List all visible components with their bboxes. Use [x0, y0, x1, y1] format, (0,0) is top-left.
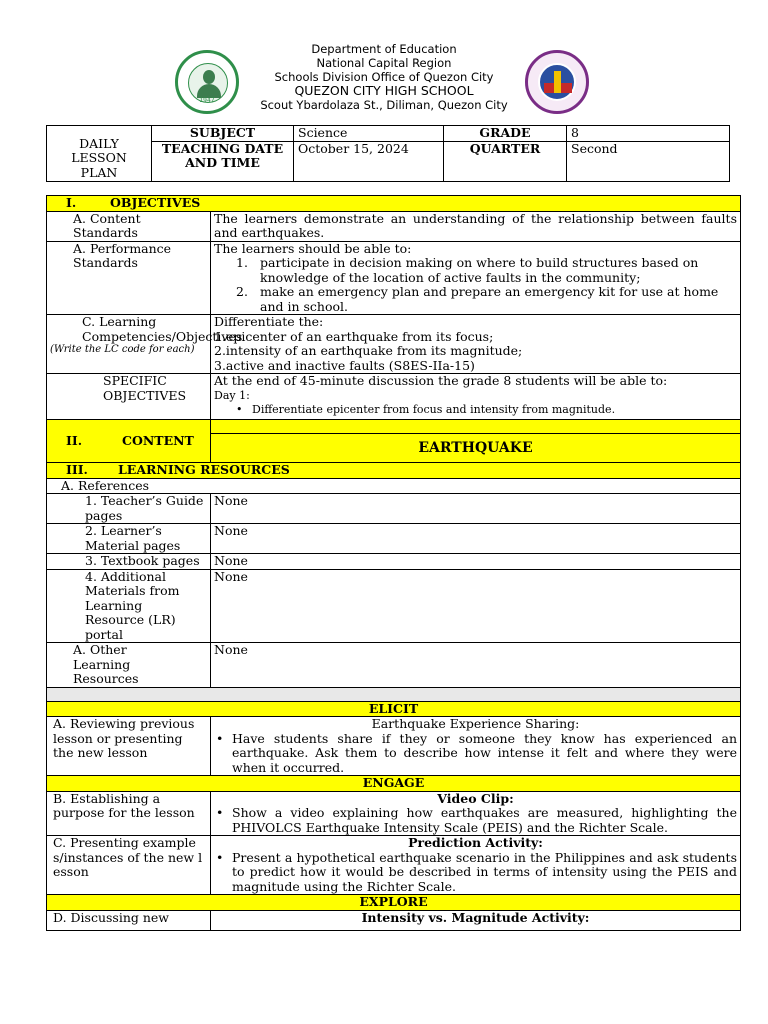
- learning-resources-heading: [47, 463, 741, 479]
- presenting-examples-cell: [211, 836, 741, 895]
- discussing-new-label: D. Discussing new: [47, 910, 211, 930]
- lesson-plan-table: [46, 195, 741, 931]
- content-heading: [47, 420, 211, 463]
- lc-intro: Differentiate the:: [214, 314, 324, 329]
- specific-item: • Differentiate epicenter from focus and intensity from magnitude.: [236, 403, 616, 416]
- objectives-title: OBJECTIVES: [110, 195, 201, 210]
- school-address: Scout Ybardolaza St., Diliman, Quezon City: [260, 98, 508, 112]
- references-label: A. References: [47, 478, 741, 494]
- reviewing-label: A. Reviewing previous lesson or presenting the new lesson: [47, 717, 211, 776]
- specific-intro: At the end of 45-minute discussion the grade 8 students will be able to:: [214, 373, 668, 388]
- elicit-heading: ELICIT: [47, 701, 741, 717]
- establishing-purpose-label: B. Establishing a purpose for the lesson: [47, 791, 211, 836]
- header-line-2: National Capital Region: [316, 56, 452, 70]
- bullet-icon: •: [216, 849, 224, 865]
- content-standards-label: A. Content Standards: [47, 211, 211, 241]
- lc-item-1: 1.epicenter of an earthquake from its focus;: [214, 328, 494, 344]
- learning-competencies-note: (Write the LC code for each): [50, 344, 195, 355]
- specific-objectives-cell: [211, 374, 741, 420]
- document-header: [0, 42, 768, 112]
- performance-item-2-text: make an emergency plan and prepare an emergency kit for use at home and in school.: [260, 284, 719, 314]
- resources-num: III.: [66, 462, 88, 477]
- header-line-3: Schools Division Office of Quezon City: [274, 70, 494, 84]
- other-resources-value: None: [211, 643, 741, 688]
- performance-item-1-text: participate in decision making on where to build structures based on knowledge of the location of active faults in the community;: [260, 255, 699, 285]
- reviewing-item: • Have students share if they or someone they know has experienced an earthquake. Ask them to describe how intense it felt and where they were when it occurred.: [216, 730, 737, 775]
- bullet-icon: •: [216, 730, 224, 746]
- quarter-label: QUARTER: [444, 141, 567, 181]
- objectives-heading: [47, 196, 741, 212]
- lc-item-2: 2.intensity of an earthquake from its magnitude;: [214, 343, 523, 358]
- content-standards-text: The learners demonstrate an understanding of the relationship between faults and earthquakes.: [211, 211, 741, 241]
- subject-value: Science: [294, 126, 444, 142]
- performance-standards-cell: [211, 241, 741, 315]
- presenting-examples-label: C. Presenting examples/instances of the new lesson: [47, 836, 211, 895]
- engage-heading: ENGAGE: [47, 776, 741, 792]
- spacer-row: [47, 687, 741, 701]
- content-title: CONTENT: [122, 432, 194, 448]
- bullet-icon: •: [216, 805, 224, 820]
- teaching-date-label: TEACHING DATE AND TIME: [152, 141, 294, 181]
- prediction-activity-title: Prediction Activity:: [408, 835, 543, 850]
- school-name: QUEZON CITY HIGH SCHOOL: [294, 83, 474, 98]
- lesson-info-table: [46, 125, 730, 182]
- performance-item-1: 1. participate in decision making on where to build structures based on knowledge of the location of active faults in the community;: [214, 256, 737, 285]
- lc-item-3: 3.active and inactive faults (S8ES-IIa-15): [214, 357, 475, 373]
- seal-year: 1947: [199, 97, 215, 104]
- learning-competencies-label: C. Learning Competencies/Objectives: [82, 314, 243, 344]
- video-clip-title: Video Clip:: [437, 790, 514, 806]
- learning-competencies-text: [211, 315, 741, 374]
- teachers-guide-value: None: [211, 494, 741, 524]
- performance-intro: The learners should be able to:: [214, 240, 412, 256]
- establishing-purpose-cell: [211, 791, 741, 836]
- reviewing-title: Earthquake Experience Sharing:: [371, 716, 580, 731]
- learning-competencies-cell: [47, 314, 243, 374]
- prediction-activity-item: • Present a hypothetical earthquake scenario in the Philippines and ask students to predict how it would be described in terms of intensity using the PEIS and magnitude using the Richter Scale.: [216, 849, 737, 894]
- teachers-guide-label: 1. Teacher’s Guide pages: [47, 494, 211, 524]
- additional-materials-value: None: [211, 569, 741, 643]
- subject-label: SUBJECT: [152, 126, 294, 142]
- specific-objectives-label: SPECIFIC OBJECTIVES: [47, 374, 211, 420]
- intensity-magnitude-title: Intensity vs. Magnitude Activity:: [211, 910, 741, 930]
- textbook-pages-value: None: [211, 554, 741, 570]
- performance-standards-label: A. Performance Standards: [47, 241, 211, 315]
- performance-item-2: 2. make an emergency plan and prepare an emergency kit for use at home and in school.: [214, 285, 737, 314]
- other-resources-label: A. Other Learning Resources: [47, 643, 211, 688]
- bullet-icon: •: [236, 403, 243, 416]
- video-clip-item: • Show a video explaining how earthquakes are measured, highlighting the PHIVOLCS Earthquake Intensity Scale (PEIS) and the Richter Scale.: [216, 805, 737, 835]
- header-line-1: Department of Education: [311, 42, 457, 56]
- grade-value: 8: [567, 126, 730, 142]
- content-value: EARTHQUAKE: [211, 434, 741, 463]
- teaching-date-value: October 15, 2024: [294, 141, 444, 181]
- learners-material-value: None: [211, 524, 741, 554]
- additional-materials-label: 4. Additional Materials from Learning Resource (LR) portal: [47, 569, 211, 643]
- resources-title: LEARNING RESOURCES: [118, 462, 290, 477]
- quarter-value: Second: [567, 141, 730, 181]
- explore-heading: EXPLORE: [47, 895, 741, 911]
- grade-label: GRADE: [444, 126, 567, 142]
- textbook-pages-label: 3. Textbook pages: [47, 554, 211, 570]
- content-num: II.: [66, 432, 83, 448]
- reviewing-cell: [211, 717, 741, 776]
- learners-material-label: 2. Learner’s Material pages: [47, 524, 211, 554]
- daily-lesson-plan-label: DAILY LESSON PLAN: [47, 126, 152, 182]
- objectives-num: I.: [66, 195, 77, 210]
- specific-day: Day 1:: [214, 388, 250, 402]
